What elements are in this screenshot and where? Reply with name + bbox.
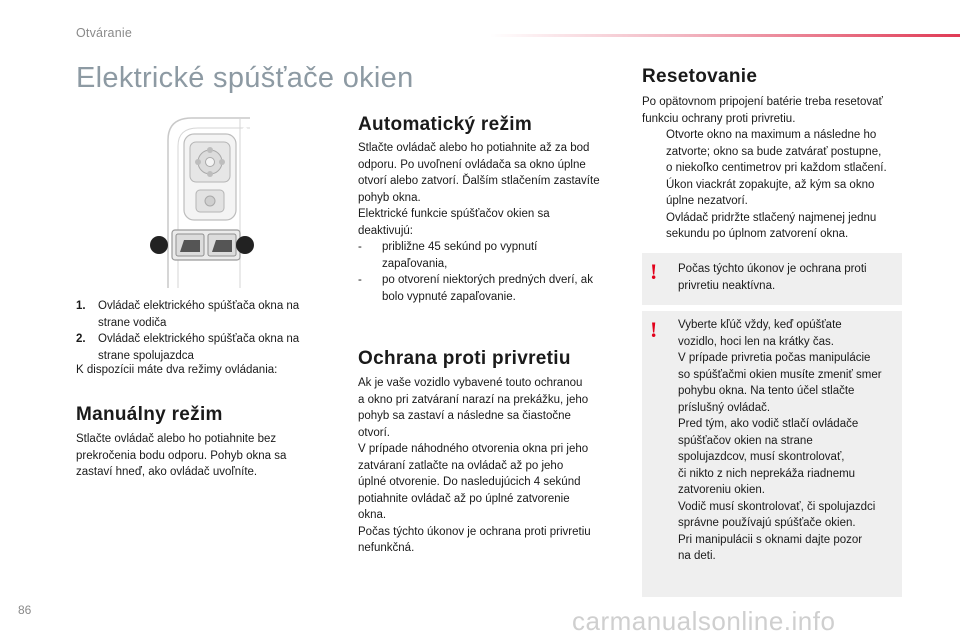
text-line: Pri manipulácii s oknami dajte pozor (678, 533, 863, 546)
text-line: o niekoľko centimetrov pri každom stlačení. (666, 162, 887, 174)
text-line: Pred tým, ako vodič stlačí ovládače (678, 418, 859, 430)
dash-marker: - (358, 241, 362, 253)
text-line: nefunkčná. (358, 542, 415, 554)
text-line: okna. (358, 509, 387, 521)
text-line: a okno pri zatváraní narazí na prekážku, jeho (358, 393, 589, 406)
watermark: carmanualsonline.info (572, 606, 836, 636)
text-line: Po opätovnom pripojení batérie treba resetovať (642, 96, 883, 108)
text-line: Počas týchto úkonov je ochrana proti (678, 263, 867, 275)
callout-2: 2 (241, 125, 249, 139)
text-line: na deti. (678, 550, 716, 562)
legend-number: 2. (76, 333, 86, 345)
text-line: so spúšťačmi okien musíte zmeniť smer (678, 368, 882, 381)
auto-heading: Automatický režim (358, 114, 533, 135)
callout-1: 1 (155, 125, 163, 139)
protection-body (358, 375, 633, 557)
list-item (642, 177, 912, 210)
text-line: úplne nezatvorí. (666, 195, 748, 207)
text-line: V prípade privretia počas manipulácie (678, 352, 871, 364)
text-line: pohybu okna. Na tento účel stlačte (678, 385, 855, 397)
reset-heading: Resetovanie (642, 66, 758, 87)
text-line: otvorí alebo zatvorí. Ďalším stlačením zastavíte (358, 175, 600, 187)
text-line: Otvorte okno na maximum a následne ho (666, 129, 877, 141)
text-line: odporu. Po uvoľnení ovládača sa okno úplne (358, 158, 586, 171)
text-line: správne používajú spúšťače okien. (678, 517, 856, 529)
legend-item (76, 298, 326, 331)
manual-heading: Manuálny režim (76, 404, 223, 425)
text-line: zapaľovania, (382, 257, 448, 270)
manual-body (76, 431, 336, 481)
auto-body (358, 140, 633, 305)
text-line: Vodič musí skontrolovať, či spolujazdci (678, 500, 876, 513)
warning-icon: ! (650, 317, 658, 342)
text-line: po otvorení niektorých predných dverí, ak (382, 274, 593, 286)
warning-box (642, 253, 902, 305)
text-line: deaktivujú: (358, 224, 413, 237)
text-line: sekundu po úplnom zatvorení okna. (666, 228, 849, 240)
reset-body (642, 94, 912, 243)
list-item (358, 272, 633, 305)
list-item (642, 210, 912, 243)
list-item (642, 127, 912, 177)
legend-item (76, 331, 326, 364)
page-title: Elektrické spúšťače okien (76, 62, 414, 94)
protection-heading: Ochrana proti privretiu (358, 348, 571, 369)
text-line: približne 45 sekúnd po vypnutí (382, 241, 538, 253)
text-line: Počas týchto úkonov je ochrana proti privretiu (358, 525, 591, 538)
text-line: V prípade náhodného otvorenia okna pri jeho (358, 443, 589, 455)
text-line: otvorí. (358, 426, 390, 439)
text-line: Úkon viackrát zopakujte, až kým sa okno (666, 178, 875, 191)
header-rule (490, 34, 960, 37)
text-line: zastaví hneď, ako ovládač uvoľníte. (76, 466, 258, 478)
text-line: Ovládač pridržte stlačený najmenej jednu (666, 211, 877, 224)
text-line: prekročenia bodu odporu. Pohyb okna sa (76, 449, 287, 462)
text-line: zatvorte; okno sa bude zatvárať postupne, (666, 145, 882, 158)
text-line: Stlačte ovládač alebo ho potiahnite bez (76, 433, 277, 445)
text-line: potiahnite ovládač až po úplné zatvorenie (358, 492, 570, 505)
page-number: 86 (18, 603, 32, 617)
legend-text: Ovládač elektrického spúšťača okna na strane spolujazdca (98, 333, 300, 362)
text-line: zatvoreniu okien. (678, 484, 765, 496)
text-line: vozidlo, hoci len na krátky čas. (678, 335, 834, 348)
text-line: spolujazdcov, musí skontrolovať, (678, 451, 845, 463)
text-line: spúšťačov okien na strane (678, 434, 813, 447)
text-line: úplné otvorenie. Do nasledujúcich 4 sekúnd (358, 476, 581, 488)
text-line: pohyb okna. (358, 191, 421, 204)
text-line: funkciu ochrany proti privretiu. (642, 112, 796, 125)
text-line: Elektrické funkcie spúšťačov okien sa (358, 208, 550, 220)
warning-icon: ! (650, 259, 658, 284)
text-line: pohyb sa zastaví a následne sa čiastočne (358, 410, 571, 422)
text-line: Stlačte ovládač alebo ho potiahnite až za bod (358, 142, 590, 154)
figure-legend (76, 298, 326, 364)
legend-number: 1. (76, 300, 86, 312)
text-line: bolo vypnuté zapaľovanie. (382, 290, 516, 303)
list-item (358, 239, 633, 272)
warning-box (642, 311, 902, 597)
text-line: či nikto z nich neprekáža riadnemu (678, 467, 856, 480)
text-line: príslušný ovládač. (678, 401, 771, 414)
dash-marker: - (358, 274, 362, 286)
text-line: zatváraní zatlačte na ovládač až po jeho (358, 459, 564, 472)
legend-text: Ovládač elektrického spúšťača okna na strane vodiča (98, 300, 300, 329)
text-line: privretiu neaktívna. (678, 279, 776, 292)
section-tag: Otváranie (76, 26, 132, 40)
text-line: Ak je vaše vozidlo vybavené touto ochranou (358, 377, 583, 389)
intro-text: K dispozícii máte dva režimy ovládania: (76, 364, 278, 376)
text-line: Vyberte kľúč vždy, keď opúšťate (678, 319, 842, 331)
